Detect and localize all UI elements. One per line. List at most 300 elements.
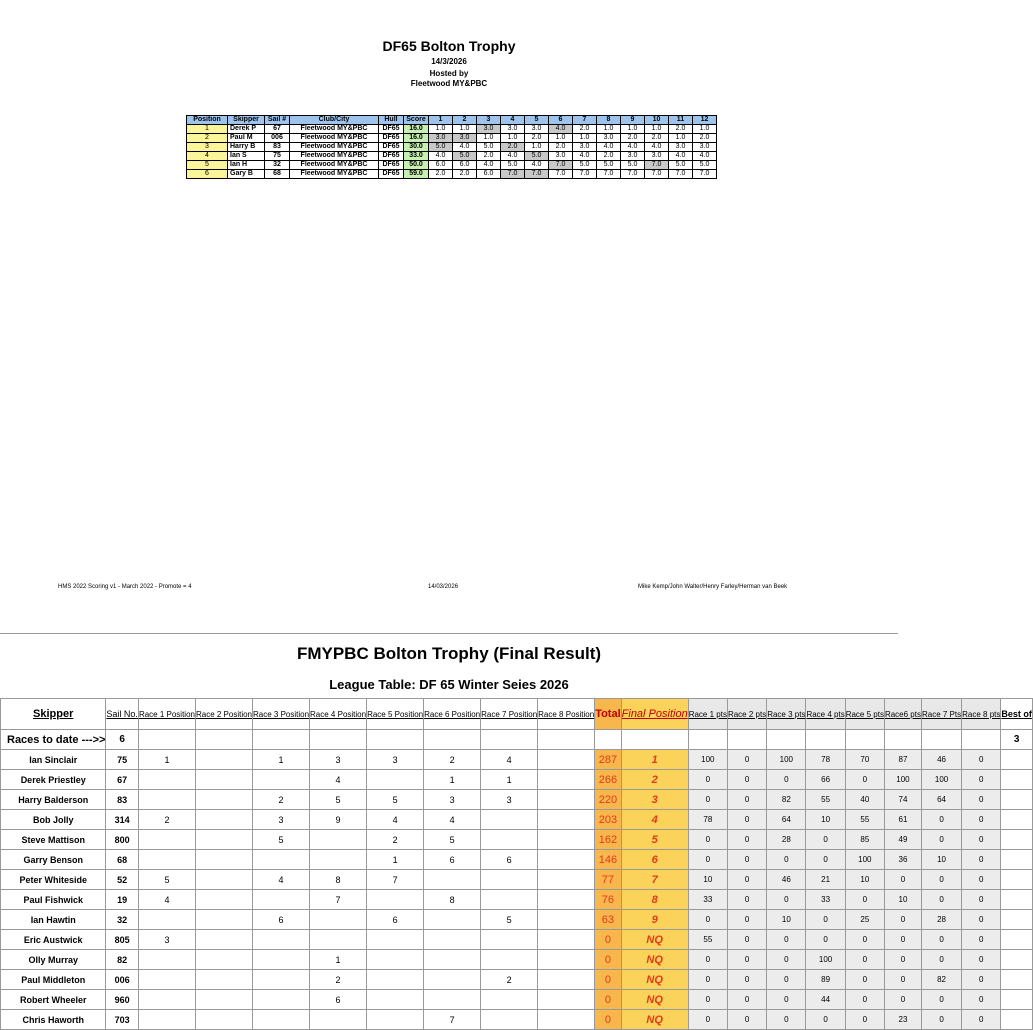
score-cell: 59.0 bbox=[404, 170, 429, 179]
race-points-cell: 82 bbox=[767, 790, 806, 810]
final-position-cell: 4 bbox=[621, 810, 688, 830]
skipper-name: Ian Sinclair bbox=[1, 750, 106, 770]
race-position-header: Race 8 Position bbox=[538, 699, 595, 730]
race-score-cell: 3.0 bbox=[525, 125, 549, 134]
race-score-cell: 2.0 bbox=[525, 134, 549, 143]
race-position-cell: 2 bbox=[481, 970, 538, 990]
race-score-cell: 3.0 bbox=[621, 152, 645, 161]
best-of-value: 3 bbox=[1001, 730, 1033, 750]
results-header-cell: 11 bbox=[669, 116, 693, 125]
race-position-cell bbox=[195, 930, 252, 950]
total-cell: 220 bbox=[595, 790, 621, 810]
total-cell: 266 bbox=[595, 770, 621, 790]
skipper-name: Paul Fishwick bbox=[1, 890, 106, 910]
race-score-cell: 7.0 bbox=[645, 161, 669, 170]
race-score-cell: 7.0 bbox=[621, 170, 645, 179]
hull-cell: DF65 bbox=[379, 143, 404, 152]
race-points-cell: 55 bbox=[806, 790, 845, 810]
sail-cell: 83 bbox=[265, 143, 290, 152]
race-position-cell bbox=[195, 870, 252, 890]
position-cell: 6 bbox=[187, 170, 228, 179]
host-club: Fleetwood MY&PBC bbox=[410, 79, 488, 88]
total-header: Total bbox=[595, 699, 621, 730]
hull-cell: DF65 bbox=[379, 125, 404, 134]
race-position-cell bbox=[310, 910, 367, 930]
race-score-cell: 1.0 bbox=[429, 125, 453, 134]
race-points-cell: 0 bbox=[921, 830, 961, 850]
race-position-cell bbox=[195, 1010, 252, 1030]
final-position-cell: 1 bbox=[621, 750, 688, 770]
race-position-cell: 1 bbox=[481, 770, 538, 790]
race-score-cell: 1.0 bbox=[693, 125, 717, 134]
skipper-name: Bob Jolly bbox=[1, 810, 106, 830]
race-position-cell: 6 bbox=[310, 990, 367, 1010]
race-position-cell bbox=[195, 770, 252, 790]
race-position-cell: 6 bbox=[253, 910, 310, 930]
skipper-name: Derek Priestley bbox=[1, 770, 106, 790]
race-points-cell: 78 bbox=[806, 750, 845, 770]
race-points-cell: 46 bbox=[921, 750, 961, 770]
position-cell: 4 bbox=[187, 152, 228, 161]
race-position-cell bbox=[424, 970, 481, 990]
race-points-cell: 0 bbox=[884, 990, 921, 1010]
skipper-name: Garry Benson bbox=[1, 850, 106, 870]
race-position-header: Race 4 Position bbox=[310, 699, 367, 730]
race-points-cell: 0 bbox=[727, 750, 766, 770]
race-position-cell bbox=[310, 930, 367, 950]
race-points-cell: 0 bbox=[727, 770, 766, 790]
league-row bbox=[1, 910, 1033, 930]
race-position-cell bbox=[538, 850, 595, 870]
score-cell: 16.0 bbox=[404, 125, 429, 134]
race-position-cell: 3 bbox=[310, 750, 367, 770]
race-points-cell: 0 bbox=[688, 1010, 727, 1030]
race-score-cell: 7.0 bbox=[645, 170, 669, 179]
race-points-cell: 0 bbox=[806, 830, 845, 850]
club-cell: Fleetwood MY&PBC bbox=[290, 143, 379, 152]
race-points-cell: 61 bbox=[884, 810, 921, 830]
race-score-cell: 5.0 bbox=[573, 161, 597, 170]
race-points-cell: 28 bbox=[921, 910, 961, 930]
sail-number: 52 bbox=[106, 870, 139, 890]
race-position-cell bbox=[424, 990, 481, 1010]
results-header-cell: Skipper bbox=[228, 116, 265, 125]
best-of-cell bbox=[1001, 770, 1033, 790]
race-score-cell: 3.0 bbox=[597, 134, 621, 143]
results-header-cell: Position bbox=[187, 116, 228, 125]
race-position-cell bbox=[538, 970, 595, 990]
sail-no-header: Sail No. bbox=[106, 699, 139, 730]
race-points-cell: 46 bbox=[767, 870, 806, 890]
race-points-cell: 89 bbox=[806, 970, 845, 990]
footer-version: HMS 2022 Scoring v1 - March 2022 - Promote = 4 bbox=[58, 584, 192, 590]
race-points-cell: 0 bbox=[806, 910, 845, 930]
race-position-header: Race 1 Position bbox=[138, 699, 195, 730]
final-position-cell: NQ bbox=[621, 1010, 688, 1030]
club-cell: Fleetwood MY&PBC bbox=[290, 152, 379, 161]
league-row bbox=[1, 750, 1033, 770]
race-points-cell: 0 bbox=[806, 850, 845, 870]
race-score-cell: 5.0 bbox=[501, 161, 525, 170]
race-position-cell: 7 bbox=[424, 1010, 481, 1030]
race-position-cell: 4 bbox=[138, 890, 195, 910]
race-score-cell: 5.0 bbox=[669, 161, 693, 170]
score-cell: 16.0 bbox=[404, 134, 429, 143]
race-position-cell bbox=[481, 810, 538, 830]
race-position-cell bbox=[367, 890, 424, 910]
race-points-cell: 0 bbox=[806, 1010, 845, 1030]
race-points-cell: 25 bbox=[845, 910, 884, 930]
race-points-cell: 0 bbox=[845, 930, 884, 950]
race-points-cell: 36 bbox=[884, 850, 921, 870]
race-points-cell: 33 bbox=[806, 890, 845, 910]
race-score-cell: 2.0 bbox=[477, 152, 501, 161]
race-points-cell: 0 bbox=[688, 790, 727, 810]
final-position-cell: 3 bbox=[621, 790, 688, 810]
results-header-cell: 5 bbox=[525, 116, 549, 125]
results-header-cell: Hull bbox=[379, 116, 404, 125]
hull-cell: DF65 bbox=[379, 152, 404, 161]
final-position-cell: NQ bbox=[621, 990, 688, 1010]
race-position-cell: 4 bbox=[310, 770, 367, 790]
race-position-cell: 5 bbox=[138, 870, 195, 890]
race-position-cell bbox=[538, 810, 595, 830]
results-header-cell: 3 bbox=[477, 116, 501, 125]
league-row bbox=[1, 950, 1033, 970]
final-position-cell: NQ bbox=[621, 970, 688, 990]
race-points-cell: 0 bbox=[767, 890, 806, 910]
best-of-header: Best of bbox=[1001, 699, 1033, 730]
race-position-cell: 1 bbox=[367, 850, 424, 870]
race-points-cell: 55 bbox=[845, 810, 884, 830]
score-cell: 33.0 bbox=[404, 152, 429, 161]
results-header-cell: 1 bbox=[429, 116, 453, 125]
race-points-cell: 0 bbox=[727, 870, 766, 890]
best-of-cell bbox=[1001, 830, 1033, 850]
race-points-cell: 0 bbox=[962, 970, 1001, 990]
race-position-cell bbox=[253, 950, 310, 970]
footer-authors: Mike Kemp/John Walter/Henry Farley/Herman van Beek bbox=[638, 584, 788, 590]
results-row bbox=[187, 170, 717, 179]
race-points-cell: 0 bbox=[767, 950, 806, 970]
total-cell: 0 bbox=[595, 1010, 621, 1030]
race-position-cell: 3 bbox=[424, 790, 481, 810]
race-score-cell: 2.0 bbox=[621, 134, 645, 143]
race-points-cell: 0 bbox=[727, 890, 766, 910]
race-points-cell: 74 bbox=[884, 790, 921, 810]
race-position-cell bbox=[424, 930, 481, 950]
race-score-cell: 5.0 bbox=[621, 161, 645, 170]
race-position-cell bbox=[310, 850, 367, 870]
race-points-cell: 0 bbox=[962, 830, 1001, 850]
race-points-cell: 0 bbox=[845, 990, 884, 1010]
race-position-header: Race 2 Position bbox=[195, 699, 252, 730]
race-position-cell bbox=[138, 970, 195, 990]
race-points-cell: 0 bbox=[884, 950, 921, 970]
results-header-cell: Club/City bbox=[290, 116, 379, 125]
sail-number: 82 bbox=[106, 950, 139, 970]
results-header-cell: 4 bbox=[501, 116, 525, 125]
race-score-cell: 7.0 bbox=[669, 170, 693, 179]
race-score-cell: 4.0 bbox=[501, 152, 525, 161]
best-of-cell bbox=[1001, 1010, 1033, 1030]
race-position-cell: 6 bbox=[367, 910, 424, 930]
race-points-cell: 0 bbox=[962, 930, 1001, 950]
race-position-cell bbox=[367, 970, 424, 990]
race-score-cell: 1.0 bbox=[453, 125, 477, 134]
race-score-cell: 3.0 bbox=[693, 143, 717, 152]
race-points-cell: 0 bbox=[921, 1010, 961, 1030]
results-header-cell: 7 bbox=[573, 116, 597, 125]
race-score-cell: 7.0 bbox=[525, 170, 549, 179]
race-score-cell: 1.0 bbox=[621, 125, 645, 134]
race-position-cell bbox=[253, 1010, 310, 1030]
race-score-cell: 1.0 bbox=[501, 134, 525, 143]
race-position-cell bbox=[538, 790, 595, 810]
league-row bbox=[1, 890, 1033, 910]
race-points-cell: 0 bbox=[688, 990, 727, 1010]
sail-cell: 68 bbox=[265, 170, 290, 179]
race-points-cell: 0 bbox=[845, 1010, 884, 1030]
sail-cell: 75 bbox=[265, 152, 290, 161]
results-header-cell: 10 bbox=[645, 116, 669, 125]
race-points-cell: 0 bbox=[921, 950, 961, 970]
skipper-cell: Ian H bbox=[228, 161, 265, 170]
best-of-cell bbox=[1001, 990, 1033, 1010]
races-to-date-label: Races to date --->> bbox=[1, 730, 106, 750]
race-points-cell: 0 bbox=[921, 870, 961, 890]
race-points-cell: 0 bbox=[962, 770, 1001, 790]
race-points-cell: 0 bbox=[845, 770, 884, 790]
league-row bbox=[1, 810, 1033, 830]
total-cell: 0 bbox=[595, 990, 621, 1010]
race-score-cell: 1.0 bbox=[573, 134, 597, 143]
results-row bbox=[187, 161, 717, 170]
footer-date: 14/03/2026 bbox=[428, 584, 459, 590]
league-row bbox=[1, 850, 1033, 870]
skipper-cell: Harry B bbox=[228, 143, 265, 152]
sail-number: 32 bbox=[106, 910, 139, 930]
race-points-header: Race 1 pts bbox=[688, 699, 727, 730]
race-points-cell: 0 bbox=[962, 910, 1001, 930]
best-of-cell bbox=[1001, 930, 1033, 950]
league-row bbox=[1, 770, 1033, 790]
race-score-cell: 1.0 bbox=[525, 143, 549, 152]
race-score-cell: 3.0 bbox=[501, 125, 525, 134]
race-points-cell: 10 bbox=[688, 870, 727, 890]
results-header-cell: Sail # bbox=[265, 116, 290, 125]
race-position-cell bbox=[538, 990, 595, 1010]
club-cell: Fleetwood MY&PBC bbox=[290, 161, 379, 170]
race-score-cell: 5.0 bbox=[477, 143, 501, 152]
club-cell: Fleetwood MY&PBC bbox=[290, 134, 379, 143]
race-position-cell: 2 bbox=[253, 790, 310, 810]
race-position-cell bbox=[538, 770, 595, 790]
race-position-cell bbox=[310, 1010, 367, 1030]
sail-number: 960 bbox=[106, 990, 139, 1010]
race-position-cell: 1 bbox=[253, 750, 310, 770]
race-score-cell: 4.0 bbox=[549, 125, 573, 134]
race-points-cell: 21 bbox=[806, 870, 845, 890]
hull-cell: DF65 bbox=[379, 134, 404, 143]
race-position-cell bbox=[253, 850, 310, 870]
race-position-cell bbox=[481, 1010, 538, 1030]
race-position-cell bbox=[195, 810, 252, 830]
results-header-cell: 2 bbox=[453, 116, 477, 125]
position-cell: 5 bbox=[187, 161, 228, 170]
race-score-cell: 3.0 bbox=[429, 134, 453, 143]
race-position-cell bbox=[138, 950, 195, 970]
total-cell: 0 bbox=[595, 970, 621, 990]
race-score-cell: 4.0 bbox=[573, 152, 597, 161]
race-points-cell: 0 bbox=[884, 870, 921, 890]
race-score-cell: 7.0 bbox=[693, 170, 717, 179]
skipper-cell: Ian S bbox=[228, 152, 265, 161]
league-title: FMYPBC Bolton Trophy (Final Result) bbox=[296, 644, 602, 663]
race-score-cell: 7.0 bbox=[501, 170, 525, 179]
final-position-cell: NQ bbox=[621, 930, 688, 950]
score-cell: 50.0 bbox=[404, 161, 429, 170]
race-points-cell: 0 bbox=[727, 910, 766, 930]
race-points-cell: 49 bbox=[884, 830, 921, 850]
best-of-cell bbox=[1001, 970, 1033, 990]
final-position-cell: 8 bbox=[621, 890, 688, 910]
race-score-cell: 2.0 bbox=[501, 143, 525, 152]
race-position-cell: 4 bbox=[253, 870, 310, 890]
race-points-cell: 44 bbox=[806, 990, 845, 1010]
total-cell: 287 bbox=[595, 750, 621, 770]
race-position-cell: 8 bbox=[424, 890, 481, 910]
race-points-cell: 0 bbox=[767, 970, 806, 990]
race-points-cell: 0 bbox=[767, 990, 806, 1010]
race-points-cell: 0 bbox=[806, 930, 845, 950]
race-points-cell: 0 bbox=[884, 910, 921, 930]
final-position-cell: NQ bbox=[621, 950, 688, 970]
total-cell: 77 bbox=[595, 870, 621, 890]
skipper-name: Harry Balderson bbox=[1, 790, 106, 810]
race-score-cell: 1.0 bbox=[669, 134, 693, 143]
hull-cell: DF65 bbox=[379, 170, 404, 179]
race-position-cell bbox=[538, 870, 595, 890]
race-points-cell: 0 bbox=[962, 890, 1001, 910]
race-position-cell: 3 bbox=[253, 810, 310, 830]
race-position-cell bbox=[138, 990, 195, 1010]
results-header-cell: 8 bbox=[597, 116, 621, 125]
race-score-cell: 3.0 bbox=[573, 143, 597, 152]
race-position-cell bbox=[195, 830, 252, 850]
results-table bbox=[186, 115, 717, 179]
race-position-cell: 5 bbox=[424, 830, 481, 850]
race-points-cell: 23 bbox=[884, 1010, 921, 1030]
sail-number: 67 bbox=[106, 770, 139, 790]
race-position-cell bbox=[195, 910, 252, 930]
races-to-date-value: 6 bbox=[106, 730, 139, 750]
race-position-cell bbox=[138, 830, 195, 850]
race-points-cell: 0 bbox=[921, 810, 961, 830]
skipper-name: Robert Wheeler bbox=[1, 990, 106, 1010]
race-position-cell bbox=[481, 990, 538, 1010]
results-header-cell: 6 bbox=[549, 116, 573, 125]
skipper-header: Skipper bbox=[1, 699, 106, 730]
race-points-cell: 0 bbox=[845, 950, 884, 970]
final-position-cell: 7 bbox=[621, 870, 688, 890]
race-position-cell bbox=[195, 850, 252, 870]
race-position-cell bbox=[367, 990, 424, 1010]
race-points-cell: 28 bbox=[767, 830, 806, 850]
position-cell: 3 bbox=[187, 143, 228, 152]
final-position-cell: 5 bbox=[621, 830, 688, 850]
position-cell: 1 bbox=[187, 125, 228, 134]
race-position-cell: 1 bbox=[138, 750, 195, 770]
results-date: 14/3/2026 bbox=[431, 57, 467, 66]
race-score-cell: 5.0 bbox=[693, 161, 717, 170]
race-points-cell: 100 bbox=[688, 750, 727, 770]
total-cell: 63 bbox=[595, 910, 621, 930]
race-score-cell: 1.0 bbox=[549, 134, 573, 143]
race-points-cell: 0 bbox=[688, 770, 727, 790]
club-cell: Fleetwood MY&PBC bbox=[290, 170, 379, 179]
results-row bbox=[187, 134, 717, 143]
race-position-cell bbox=[195, 990, 252, 1010]
race-score-cell: 2.0 bbox=[453, 170, 477, 179]
race-score-cell: 1.0 bbox=[597, 125, 621, 134]
race-points-cell: 0 bbox=[845, 890, 884, 910]
race-position-cell bbox=[367, 930, 424, 950]
race-position-cell: 5 bbox=[253, 830, 310, 850]
results-title: DF65 Bolton Trophy bbox=[382, 38, 516, 54]
race-points-cell: 10 bbox=[845, 870, 884, 890]
race-position-cell bbox=[481, 870, 538, 890]
skipper-cell: Paul M bbox=[228, 134, 265, 143]
race-score-cell: 4.0 bbox=[669, 152, 693, 161]
race-position-cell bbox=[138, 910, 195, 930]
race-position-cell bbox=[253, 930, 310, 950]
results-row bbox=[187, 152, 717, 161]
best-of-cell bbox=[1001, 890, 1033, 910]
race-points-cell: 0 bbox=[767, 1010, 806, 1030]
race-position-cell bbox=[195, 970, 252, 990]
league-row bbox=[1, 990, 1033, 1010]
race-points-cell: 70 bbox=[845, 750, 884, 770]
race-position-cell bbox=[538, 910, 595, 930]
race-position-cell bbox=[310, 830, 367, 850]
race-position-cell: 5 bbox=[481, 910, 538, 930]
race-points-cell: 0 bbox=[727, 950, 766, 970]
race-points-cell: 0 bbox=[962, 1010, 1001, 1030]
league-row bbox=[1, 790, 1033, 810]
race-points-cell: 55 bbox=[688, 930, 727, 950]
race-position-cell: 3 bbox=[367, 750, 424, 770]
race-points-cell: 10 bbox=[921, 850, 961, 870]
race-points-cell: 0 bbox=[688, 850, 727, 870]
race-score-cell: 6.0 bbox=[429, 161, 453, 170]
race-position-cell bbox=[253, 970, 310, 990]
race-position-cell bbox=[481, 830, 538, 850]
club-cell: Fleetwood MY&PBC bbox=[290, 125, 379, 134]
sail-number: 75 bbox=[106, 750, 139, 770]
race-points-cell: 10 bbox=[806, 810, 845, 830]
race-points-cell: 0 bbox=[688, 830, 727, 850]
race-score-cell: 3.0 bbox=[453, 134, 477, 143]
race-position-cell bbox=[367, 1010, 424, 1030]
race-position-cell bbox=[481, 950, 538, 970]
results-header-cell: 12 bbox=[693, 116, 717, 125]
race-score-cell: 4.0 bbox=[453, 143, 477, 152]
race-points-cell: 0 bbox=[727, 850, 766, 870]
race-points-cell: 0 bbox=[727, 830, 766, 850]
race-score-cell: 7.0 bbox=[549, 170, 573, 179]
race-points-cell: 0 bbox=[727, 1010, 766, 1030]
